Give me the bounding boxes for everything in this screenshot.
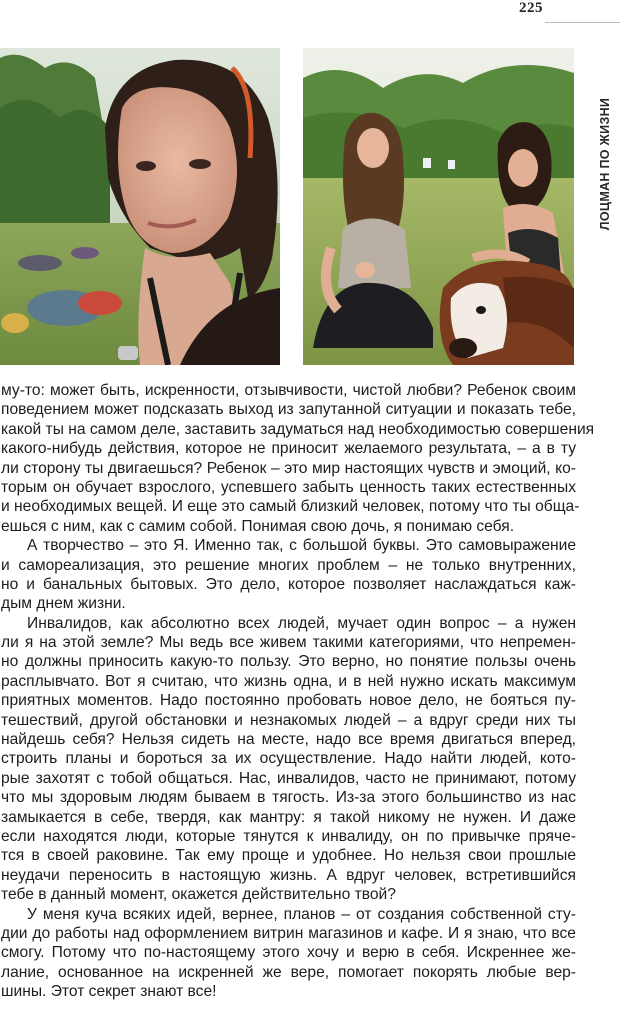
paragraph: [1, 614, 576, 905]
paragraph: [1, 381, 595, 536]
running-title-text: ЛОЦМАН ПО ЖИЗНИ: [598, 97, 612, 230]
paragraph: [1, 536, 576, 614]
text-line: шины. Этот секрет знают все!: [1, 983, 217, 1001]
photo-left: [0, 48, 280, 365]
page-number: 225: [519, 0, 543, 16]
text-line: У меня куча всяких идей, вернее, планов – от создания собственной сту-: [27, 905, 576, 923]
text-line: но и банальных бытовых. Это дело, которое позволяет наслаждаться каж-: [1, 575, 576, 593]
photo-woman-portrait-outdoors-icon: [0, 48, 280, 365]
text-line: поведением может подсказать выход из запутанной ситуации и показать тебе,: [1, 401, 576, 419]
text-line: неудачи переносить в настоящую жизнь. А вдруг человек, встретившийся: [1, 866, 576, 884]
text-line: какой ты на самом деле, заставить задуматься над необходимостью совершения: [1, 420, 595, 438]
text-line: но должны приносить какую-то пользу. Это верно, но понятие пользы очень: [1, 653, 576, 671]
article-body: [1, 381, 595, 1002]
text-line: А творчество – это Я. Именно так, с большой буквы. Это самовыражение: [27, 537, 576, 555]
text-line: строить планы и бороться за их осуществление. Надо найти людей, кото-: [1, 750, 576, 768]
photo-two-women-with-dog-on-grass-icon: [303, 48, 574, 365]
text-line: тся в своей раковине. Так ему проще и удобнее. Но нельзя свои прошлые: [1, 847, 576, 865]
text-line: расплывчато. Вот я считаю, что жизнь одна, и в ней нужно искать максимум: [1, 672, 576, 690]
text-line: какого-нибудь действия, которое не приносит желаемого результата, – а в ту: [1, 440, 576, 458]
header-divider: [545, 22, 620, 23]
text-line: Инвалидов, как абсолютно всех людей, мучает один вопрос – а нужен: [27, 614, 576, 632]
paragraph: [1, 905, 576, 1002]
text-line: смогу. Потому что по-настоящему этого хочу и верю в себя. Искреннее же-: [1, 944, 576, 962]
text-line: тебе в данный момент, окажется действительно твой?: [1, 886, 396, 904]
text-line: что мы здоровым людям бываем в тягость. Из-за этого большинство из нас: [1, 789, 576, 807]
text-line: дым днем жизни.: [1, 595, 126, 613]
text-line: му-то: может быть, искренности, отзывчивости, чистой любви? Ребенок своим: [1, 382, 576, 399]
text-line: лание, основанное на искренней же вере, помогает покорять любые вер-: [1, 963, 576, 981]
text-line: замыкается в себе, твердя, как мантру: я такой никому не нужен. И даже: [1, 808, 576, 826]
text-line: ешься с ним, как с самим собой. Понимая свою дочь, я понимаю себя.: [1, 517, 515, 535]
text-line: и необходимых вещей. И еще это самый близкий человек, потому что ты обща-: [1, 498, 580, 516]
text-line: приятных моментов. Надо постоянно пробовать новое дело, не бояться пу-: [1, 692, 576, 710]
text-line: рые захотят с тобой общаться. Нас, инвалидов, часто не принимают, потому: [1, 769, 576, 787]
text-line: торым он обучает взрослого, успевшего забыть ценность таких естественных: [1, 478, 576, 496]
photo-right: [303, 48, 574, 365]
text-line: дии до работы над оформлением витрин магазинов и кафе. И я знаю, что все: [1, 924, 576, 942]
running-title: [597, 56, 613, 271]
text-line: найдешь себя? Нельзя сидеть на месте, надо все время двигаться вперед,: [1, 731, 576, 749]
text-line: если находятся люди, которые тянутся к инвалиду, он по привычке пряче-: [1, 827, 576, 845]
text-line: и самореализация, это решение многих проблем – не только внутренних,: [1, 556, 576, 574]
text-line: ли сторону ты двигаешься? Ребенок – это мир настоящих чувств и эмоций, ко-: [1, 459, 576, 477]
text-line: тешествий, другой обстановки и незнакомых людей – а вдруг среди них ты: [1, 711, 576, 729]
text-line: ли я на этой земле? Мы ведь все живем такими категориями, что непремен-: [1, 634, 576, 652]
